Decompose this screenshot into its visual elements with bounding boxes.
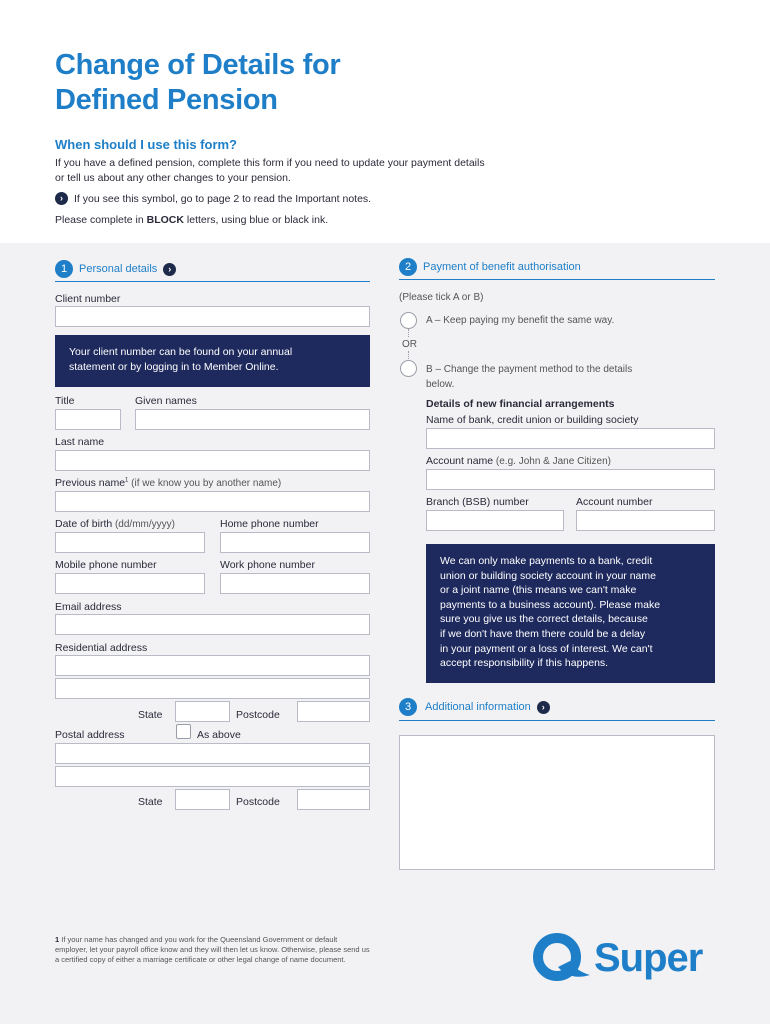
note-line: statement or by logging in to Member Online. — [69, 360, 279, 373]
previous-name-hint: (if we know you by another name) — [128, 478, 282, 489]
block-letters-note — [55, 214, 328, 226]
account-name-field[interactable] — [426, 469, 715, 490]
connector-dots — [408, 351, 409, 359]
email-label: Email address — [55, 601, 122, 613]
additional-info-field[interactable] — [399, 735, 715, 870]
dob-label — [55, 518, 175, 530]
home-phone-field[interactable] — [220, 532, 370, 553]
mobile-phone-label: Mobile phone number — [55, 559, 157, 571]
section-2-heading — [399, 258, 581, 276]
previous-name-label — [55, 477, 281, 489]
tick-hint — [399, 291, 483, 303]
qsuper-logo — [530, 930, 720, 986]
residential-field-1[interactable] — [55, 655, 370, 676]
given-names-label: Given names — [135, 395, 197, 407]
section-number: 2 — [399, 258, 417, 276]
section-title: Additional information — [425, 701, 531, 713]
option-b-radio[interactable] — [400, 360, 417, 377]
title-label: Title — [55, 395, 75, 407]
postal-state-label: State — [138, 796, 163, 808]
intro-text — [55, 156, 575, 186]
or-label — [402, 338, 417, 350]
bank-name-field[interactable] — [426, 428, 715, 449]
dob-hint: (dd/mm/yyyy) — [112, 519, 175, 530]
option-b-line: below. — [426, 379, 455, 390]
work-phone-field[interactable] — [220, 573, 370, 594]
new-details-text: Details of new financial arrangements — [426, 398, 615, 410]
previous-name-text: Previous name — [55, 477, 126, 489]
footnote — [55, 935, 370, 965]
chevron-right-icon[interactable]: › — [163, 263, 176, 276]
last-name-field[interactable] — [55, 450, 370, 471]
as-above-checkbox[interactable] — [176, 724, 191, 739]
symbol-note — [55, 192, 371, 205]
note-line: if we don't have them there could be a delay — [440, 627, 646, 640]
account-name-label — [426, 455, 611, 467]
title-line-2: Defined Pension — [55, 84, 278, 116]
bsb-field[interactable] — [426, 510, 564, 531]
as-above-label: As above — [197, 729, 241, 741]
option-b-label — [426, 362, 632, 392]
note-line: We can only make payments to a bank, credit — [440, 555, 653, 567]
section-number: 3 — [399, 698, 417, 716]
option-a-label — [426, 314, 614, 326]
account-name-hint: (e.g. John & Jane Citizen) — [493, 456, 611, 467]
payment-note — [426, 544, 715, 683]
section-title: Personal details — [79, 263, 158, 275]
bank-name-label: Name of bank, credit union or building society — [426, 414, 639, 426]
bsb-label: Branch (BSB) number — [426, 496, 529, 508]
account-name-text: Account name — [426, 455, 494, 467]
section-rule — [399, 279, 715, 280]
when-heading: When should I use this form? — [55, 137, 237, 152]
account-number-label: Account number — [576, 496, 653, 508]
section-number: 1 — [55, 260, 73, 278]
option-b-line: B – Change the payment method to the details — [426, 364, 633, 375]
chevron-right-icon: › — [55, 192, 68, 205]
postcode-field[interactable] — [297, 701, 370, 722]
client-number-note — [55, 335, 370, 387]
postal-postcode-label: Postcode — [236, 796, 280, 808]
dob-text: Date of birth — [55, 518, 113, 530]
or-text: OR — [402, 339, 417, 350]
previous-name-field[interactable] — [55, 491, 370, 512]
email-field[interactable] — [55, 614, 370, 635]
postcode-label: Postcode — [236, 709, 280, 721]
block-prefix: Please complete in — [55, 214, 147, 226]
option-a-text: A – Keep paying my benefit the same way. — [426, 315, 615, 326]
note-line: union or building society account in your name — [440, 569, 656, 582]
note-line: accept responsibility if this happens. — [440, 657, 609, 670]
note-line: payments to a business account). Please make — [440, 598, 661, 611]
postal-postcode-field[interactable] — [297, 789, 370, 810]
footnote-text: If your name has changed and you work for the Queensland Government or default employer, let your payroll office know and they will then let us know. Otherwise, please send us a certified copy of either a marriage certificate or other legal change of name document. — [55, 935, 370, 964]
intro-line-1: If you have a defined pension, complete this form if you need to update your payment details — [55, 157, 485, 169]
state-label: State — [138, 709, 163, 721]
residential-label: Residential address — [55, 642, 148, 654]
option-a-radio[interactable] — [400, 312, 417, 329]
home-phone-label: Home phone number — [220, 518, 319, 530]
logo-wordmark: Super — [594, 935, 703, 980]
block-suffix: letters, using blue or black ink. — [183, 214, 329, 226]
postal-state-field[interactable] — [175, 789, 230, 810]
section-rule — [55, 281, 370, 282]
page-header — [0, 0, 770, 243]
note-line: in your payment or a loss of interest. We can't — [440, 642, 653, 655]
postal-label: Postal address — [55, 729, 125, 741]
residential-field-2[interactable] — [55, 678, 370, 699]
note-line: Your client number can be found on your annual — [69, 346, 293, 358]
given-names-field[interactable] — [135, 409, 370, 430]
new-details-heading — [426, 398, 614, 410]
mobile-phone-field[interactable] — [55, 573, 205, 594]
client-number-field[interactable] — [55, 306, 370, 327]
intro-line-2: or tell us about any other changes to your pension. — [55, 172, 291, 184]
q-logo-icon — [530, 931, 592, 985]
title-line-1: Change of Details for — [55, 49, 341, 81]
connector-dots — [408, 329, 409, 337]
state-field[interactable] — [175, 701, 230, 722]
section-3-heading — [399, 698, 550, 716]
account-number-field[interactable] — [576, 510, 715, 531]
last-name-label: Last name — [55, 436, 105, 448]
postal-field-2[interactable] — [55, 766, 370, 787]
client-number-label: Client number — [55, 293, 121, 305]
footnote-marker: 1 — [125, 477, 129, 484]
work-phone-label: Work phone number — [220, 559, 315, 571]
title-field[interactable] — [55, 409, 121, 430]
section-1-heading — [55, 260, 176, 278]
chevron-right-icon[interactable]: › — [537, 701, 550, 714]
dob-field[interactable] — [55, 532, 205, 553]
block-word: BLOCK — [146, 214, 184, 226]
page-title — [55, 48, 475, 118]
section-title: Payment of benefit authorisation — [423, 261, 581, 273]
note-line: or a joint name (this means we can't make — [440, 584, 637, 597]
symbol-note-text: If you see this symbol, go to page 2 to read the Important notes. — [74, 192, 372, 205]
note-line: sure you give us the correct details, because — [440, 613, 648, 626]
footnote-number: 1 — [55, 935, 60, 944]
section-rule — [399, 720, 715, 721]
postal-field-1[interactable] — [55, 743, 370, 764]
tick-hint-text: (Please tick A or B) — [399, 292, 484, 303]
